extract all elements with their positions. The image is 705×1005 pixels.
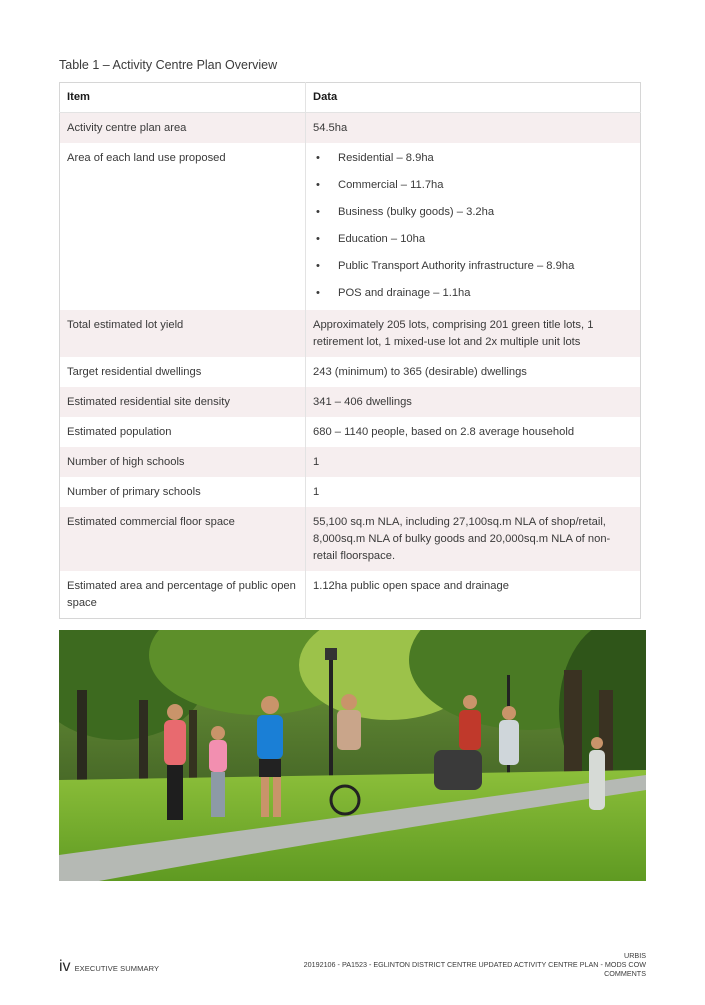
- page-footer-left: [59, 958, 159, 976]
- table-row: [60, 507, 641, 571]
- header-item: Item: [60, 83, 306, 113]
- row-data: 680 – 1140 people, based on 2.8 average household: [313, 426, 575, 438]
- park-photo: [59, 630, 646, 881]
- row-data: [306, 143, 641, 310]
- list-item: • Residential – 8.9ha: [313, 150, 633, 167]
- row-data: 1: [306, 447, 641, 477]
- row-item: Estimated residential site density: [60, 387, 306, 417]
- table-row: [60, 571, 641, 619]
- table-row: [60, 387, 641, 417]
- list-item: • Public Transport Authority infrastructure – 8.9ha: [313, 258, 633, 275]
- table-row: [60, 477, 641, 507]
- row-data: 1.12ha public open space and drainage: [313, 580, 509, 592]
- list-item: • Education – 10ha: [313, 231, 633, 248]
- row-data: Approximately 205 lots, comprising 201 green title lots, 1 retirement lot, 1 mixed-use lot and 2x multiple unit lots: [306, 310, 641, 357]
- company-name: URBIS: [624, 951, 646, 960]
- activity-centre-plan-table: [59, 82, 641, 619]
- row-item: Estimated area and percentage of public open space: [60, 571, 306, 619]
- table-row: [60, 310, 641, 357]
- header-data: Data: [306, 83, 641, 113]
- row-data: 54.5ha: [306, 113, 641, 144]
- document-reference-cont: COMMENTS: [604, 969, 646, 978]
- row-item: Number of high schools: [60, 447, 306, 477]
- row-item: Estimated commercial floor space: [60, 507, 306, 571]
- document-reference: 20192106 - PA1523 - EGLINTON DISTRICT CENTRE UPDATED ACTIVITY CENTRE PLAN - MODS COW: [303, 960, 646, 969]
- row-data: 1: [313, 486, 320, 498]
- list-item: • POS and drainage – 1.1ha: [313, 285, 633, 302]
- table-row: [60, 417, 641, 447]
- table-header-row: [60, 83, 641, 113]
- land-use-list: [313, 150, 633, 302]
- table-row: [60, 113, 641, 144]
- page-footer-right: [226, 951, 646, 978]
- row-data: 243 (minimum) to 365 (desirable) dwellings: [313, 366, 527, 378]
- row-item: Target residential dwellings: [60, 357, 306, 387]
- table-row-land-use: [60, 143, 641, 310]
- row-item: Estimated population: [60, 417, 306, 447]
- row-item: Total estimated lot yield: [60, 310, 306, 357]
- table-caption: Table 1 – Activity Centre Plan Overview: [59, 58, 278, 72]
- list-item: • Business (bulky goods) – 3.2ha: [313, 204, 633, 221]
- row-item: Area of each land use proposed: [60, 143, 306, 310]
- table-row: [60, 447, 641, 477]
- table-row: [60, 357, 641, 387]
- page-number: iv: [59, 958, 71, 975]
- section-title: EXECUTIVE SUMMARY: [74, 964, 160, 973]
- row-data: 341 – 406 dwellings: [306, 387, 641, 417]
- row-item: Activity centre plan area: [60, 113, 306, 144]
- row-item: Number of primary schools: [60, 477, 306, 507]
- row-data: 55,100 sq.m NLA, including 27,100sq.m NLA of shop/retail, 8,000sq.m NLA of bulky goods and 20,000sq.m NLA of non-retail floorspace.: [306, 507, 641, 571]
- list-item: • Commercial – 11.7ha: [313, 177, 633, 194]
